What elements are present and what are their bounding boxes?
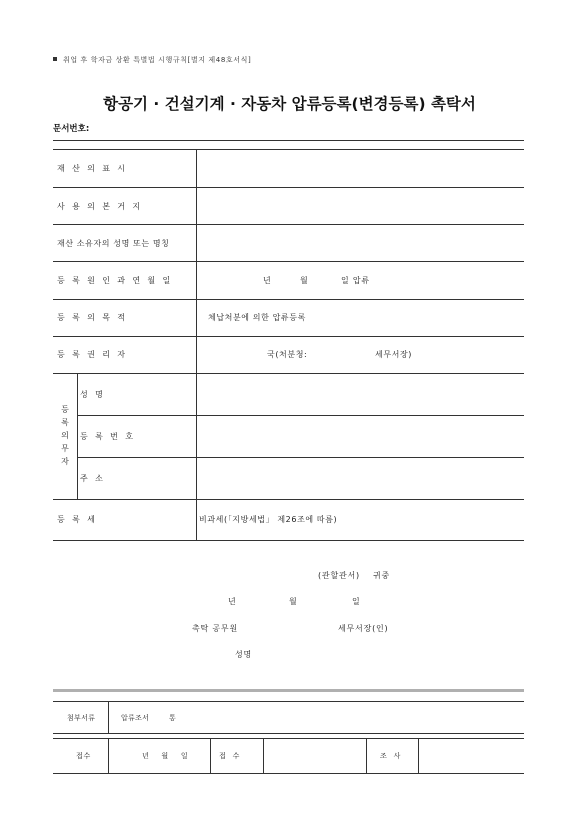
attachments-label: 첨부서류 bbox=[67, 714, 96, 722]
office-label: (관할관서) bbox=[318, 571, 360, 580]
receipt-number-label: 접 수 bbox=[219, 752, 241, 760]
obligor-address-label: 주 소 bbox=[80, 474, 106, 483]
bottom-column-divider bbox=[108, 738, 109, 773]
row-divider bbox=[53, 261, 524, 262]
row-divider bbox=[77, 457, 524, 458]
footer-year: 년 bbox=[228, 597, 237, 606]
receipt-label: 접수 bbox=[76, 752, 92, 760]
cause-year: 년 bbox=[263, 276, 272, 285]
obligor-char: 무 bbox=[61, 444, 69, 453]
bottom-table-line bbox=[53, 733, 524, 734]
addressee-suffix: 귀중 bbox=[373, 571, 391, 580]
holder-value: 국(처분청: bbox=[267, 350, 308, 359]
bottom-table-line bbox=[53, 738, 524, 739]
document-number-label: 문서번호: bbox=[53, 124, 90, 134]
obligor-regno-label: 등 록 번 호 bbox=[80, 432, 136, 441]
attachments-unit: 통 bbox=[169, 714, 177, 722]
square-bullet-icon bbox=[53, 57, 57, 61]
row-divider bbox=[53, 187, 524, 188]
row-divider bbox=[53, 373, 524, 374]
obligor-char: 의 bbox=[61, 431, 69, 440]
base-location-label: 사 용 의 본 거 지 bbox=[57, 202, 143, 211]
obligor-char: 등 bbox=[61, 405, 69, 414]
form-reference-text: 취업 후 학자금 상환 특별법 시행규칙[별지 제48호서식] bbox=[63, 56, 252, 64]
bottom-column-divider bbox=[366, 738, 367, 773]
official-label: 촉탁 공무원 bbox=[192, 624, 238, 633]
owner-label: 재산 소유자의 성명 또는 명칭 bbox=[57, 239, 170, 248]
tax-label: 등 록 세 bbox=[57, 515, 98, 524]
receipt-date: 년 월 일 bbox=[142, 752, 190, 760]
cause-month: 월 bbox=[300, 276, 309, 285]
purpose-label: 등 록 의 목 적 bbox=[57, 313, 128, 322]
row-divider bbox=[53, 299, 524, 300]
tax-value: 비과세(「지방세법」 제26조에 따름) bbox=[199, 515, 338, 524]
bottom-table-line bbox=[53, 773, 524, 774]
bottom-column-divider bbox=[418, 738, 419, 773]
footer-month: 월 bbox=[289, 597, 298, 606]
group-column-divider bbox=[77, 373, 78, 499]
obligor-group-label bbox=[59, 403, 71, 468]
page-title: 항공기 · 건설기계 · 자동차 압류등록(변경등록) 촉탁서 bbox=[103, 95, 476, 113]
column-divider bbox=[196, 149, 197, 540]
attachments-value: 압류조서 bbox=[121, 714, 150, 722]
cause-label: 등 록 원 인 과 연 월 일 bbox=[57, 276, 173, 285]
section-separator bbox=[53, 689, 524, 692]
table-bottom-border bbox=[53, 540, 524, 541]
obligor-name-label: 성 명 bbox=[80, 390, 106, 399]
purpose-value: 체납처분에 의한 압류등록 bbox=[208, 313, 306, 322]
form-reference bbox=[53, 55, 251, 65]
row-divider bbox=[53, 224, 524, 225]
bottom-column-divider bbox=[108, 701, 109, 733]
holder-label: 등 록 권 리 자 bbox=[57, 350, 128, 359]
footer-day: 일 bbox=[352, 597, 361, 606]
chief-seal-label: 세무서장(인) bbox=[338, 624, 389, 633]
bottom-table-line bbox=[53, 701, 524, 702]
property-label: 재 산 의 표 시 bbox=[57, 164, 128, 173]
row-divider bbox=[53, 336, 524, 337]
row-divider bbox=[53, 499, 524, 500]
bottom-column-divider bbox=[263, 738, 264, 773]
holder-value-suffix: 세무서장) bbox=[375, 350, 413, 359]
official-name-label: 성명 bbox=[235, 650, 253, 659]
inspection-label: 조 사 bbox=[380, 752, 402, 760]
row-divider bbox=[77, 415, 524, 416]
table-header-line bbox=[53, 149, 524, 150]
table-top-border bbox=[53, 140, 524, 141]
obligor-char: 자 bbox=[61, 457, 69, 466]
bottom-column-divider bbox=[210, 738, 211, 773]
obligor-char: 록 bbox=[61, 418, 69, 427]
cause-day: 일 압류 bbox=[341, 276, 370, 285]
